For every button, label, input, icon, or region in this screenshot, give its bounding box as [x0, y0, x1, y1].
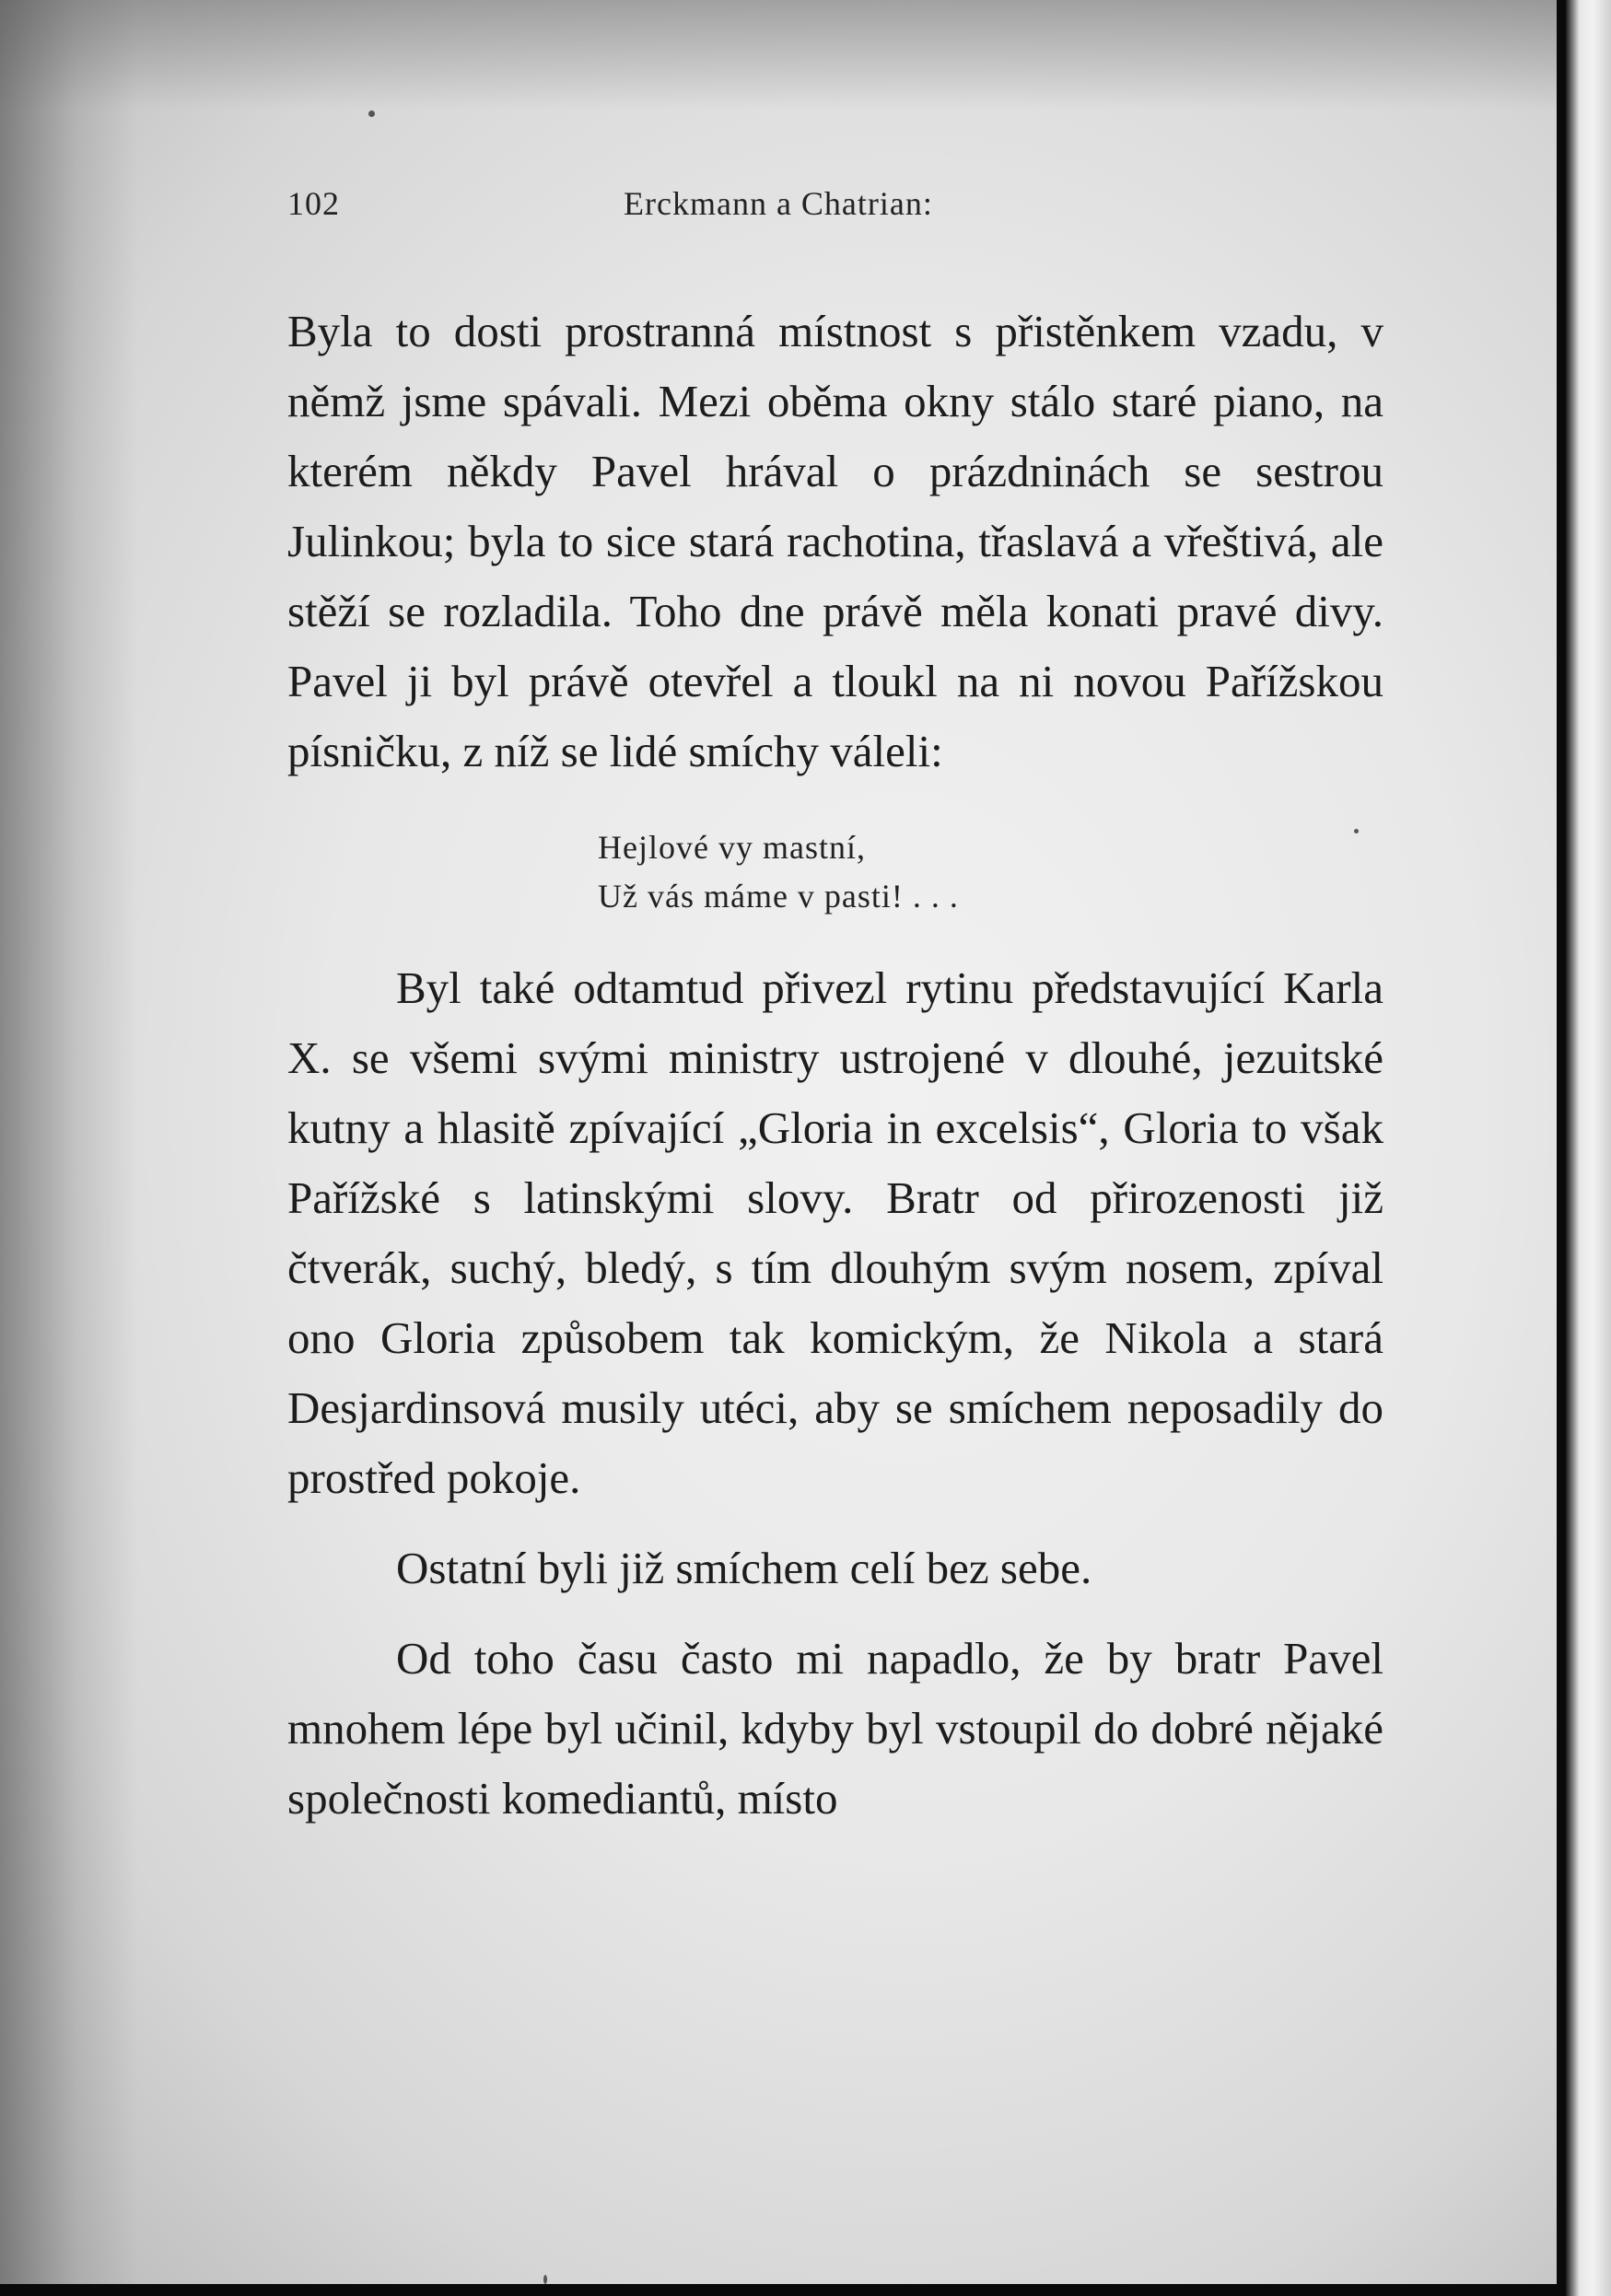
verse-line-1: Hejlové vy mastní, [598, 829, 866, 866]
text-block [287, 297, 1383, 1834]
running-head [287, 184, 1393, 230]
paper-speck [1354, 829, 1359, 833]
verse-line-2: Už vás máme v pasti! . . . [598, 878, 959, 915]
paragraph-4: Od toho času často mi napadlo, že by bratr Pavel mnohem lépe byl učinil, kdyby byl vstoupil do dobré nějaké společnosti komediantů, místo [287, 1633, 1383, 1824]
paper-speck [543, 2275, 547, 2284]
paragraph-2: Byl také odtamtud přivezl rytinu představující Karla X. se všemi svými ministry ustrojené v dlouhé, jezuitské kutny a hlasitě zpívající „Gloria in excelsis“, Gloria to však Pařížské s latinskými slovy. Bratr od přirozenosti již čtverák, suchý, bledý, s tím dlouhým svým nosem, zpíval ono Gloria způsobem tak komickým, že Nikola a stará Desjardinsová musily utéci, aby se smíchem neposadily do prostřed pokoje. [287, 962, 1383, 1503]
paper-speck [368, 111, 375, 117]
running-title: Erckmann a Chatrian: [624, 185, 933, 222]
verse-quote [598, 823, 1383, 921]
next-page-edge [1566, 0, 1611, 2296]
paragraph-1: Byla to dosti prostranná místnost s přistěnkem vzadu, v němž jsme spávali. Mezi oběma okny stálo staré piano, na kterém někdy Pavel hrával o prázdninách se sestrou Julinkou; byla to sice stará rachotina, třaslavá a vřeštivá, ale stěží se rozladila. Toho dne právě měla konati pravé divy. Pavel ji byl právě otevřel a tloukl na ni novou Pařížskou písničku, z níž se lidé smíchy váleli: [287, 306, 1383, 776]
paragraph-3: Ostatní byli již smíchem celí bez sebe. [396, 1543, 1092, 1593]
page-number: 102 [287, 185, 340, 222]
